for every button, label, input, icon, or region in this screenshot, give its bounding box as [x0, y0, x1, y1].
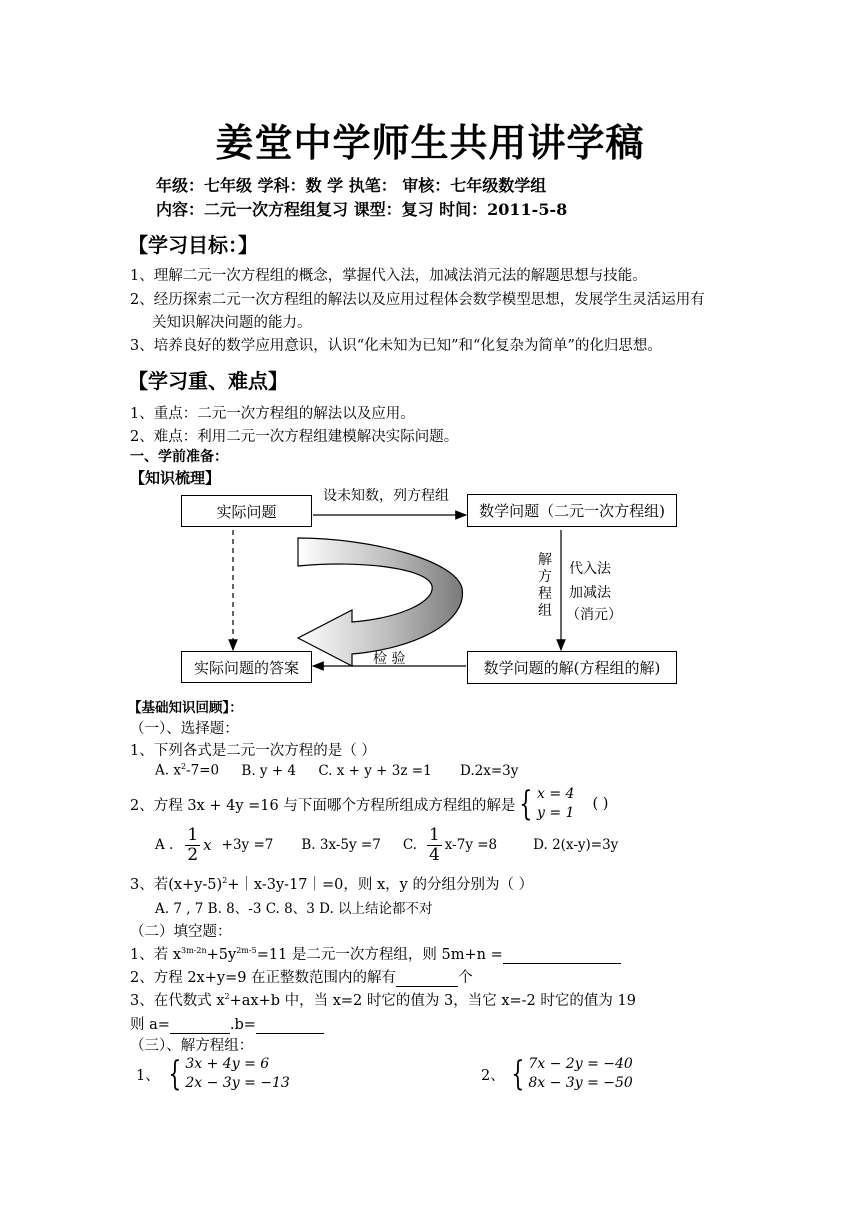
f3-rest: +ax+b 中，当 x=2 时它的值为 3，当它 x=-2 时它的值为 19: [229, 993, 636, 1009]
fill-3: [130, 989, 636, 1010]
q2-answer-paren: ( ): [592, 796, 609, 812]
system-2-eq-2: 8x − 3y = −50: [528, 1075, 633, 1091]
box-math-solution: 数学问题的解(方程组的解): [467, 651, 677, 684]
label-setup: 设未知数，列方程组: [323, 488, 449, 504]
question-2: [130, 785, 608, 823]
system-2-eq-1: 7x − 2y = −40: [528, 1056, 633, 1072]
f1-rest: =11 是二元一次方程组，则 5m+n =: [256, 947, 503, 963]
q3-text-rest: +｜x-3y-17｜=0，则 x，y 的分组分别为（ ）: [227, 877, 534, 893]
label-solve-char: 解: [538, 552, 552, 568]
part1-heading: （一）、选择题：: [130, 721, 239, 737]
system-1-eq-2: 2x − 3y = −13: [185, 1075, 290, 1091]
page-title: 姜堂中学师生共用讲学稿: [215, 120, 645, 165]
f3-a-label: 则 a=: [130, 1017, 170, 1033]
meta-line-1: 年级：七年级 学科：数 学 执笔： 审核：七年级数学组: [156, 176, 547, 195]
objective-item-1: 1、理解二元一次方程组的概念，掌握代入法，加减法消元法的解题思想与技能。: [130, 268, 647, 284]
question-3: [130, 873, 533, 894]
f1-answer-blank[interactable]: [503, 947, 621, 964]
label-solve-char: 方: [538, 569, 552, 585]
fraction-numerator: 1: [428, 825, 440, 845]
brace-icon: {: [168, 1054, 182, 1094]
q3-text-pre: 3、若(x+y-5): [130, 877, 223, 893]
review-heading: 【基础知识回顾】：: [128, 700, 243, 716]
label-elimination: 加减法: [569, 585, 611, 601]
q1-option-a: A. x: [155, 762, 181, 779]
q3-exp: 2: [222, 876, 228, 886]
f1-exp-2: 2m-5: [236, 946, 257, 956]
q2-option-a-var: x: [203, 836, 212, 855]
q2-option-c-fraction: [427, 826, 442, 864]
q2-option-a-label: A .: [155, 837, 174, 854]
keypoint-item-2: 2、难点：利用二元一次方程组建模解决实际问题。: [130, 429, 459, 445]
q2-option-c-label: C.: [402, 837, 417, 854]
keypoints-heading: 【学习重、难点】: [128, 369, 288, 393]
meta-line-2: 内容：二元一次方程组复习 课型：复习 时间：2011-5-8: [156, 200, 568, 219]
system-1: [136, 1055, 290, 1093]
f3-b-blank[interactable]: [256, 1017, 324, 1034]
f3-a-blank[interactable]: [170, 1017, 230, 1034]
f3-b-label: .b=: [229, 1017, 256, 1033]
q2-eq-1: x = 4: [536, 786, 575, 802]
q1-option-a-rest: -7=0: [186, 762, 220, 779]
f2-post: 个: [458, 970, 473, 986]
objectives-heading: 【学习目标：】: [128, 233, 258, 257]
q1-option-c: C. x + y + 3z =1: [318, 762, 432, 779]
objective-item-3: 3、培养良好的数学应用意识，认识“化未知为已知”和“化复杂为简单”的化归思想。: [130, 338, 662, 354]
objective-item-2-cont: 关知识解决问题的能力。: [152, 315, 312, 331]
q2-system: [537, 785, 574, 823]
f1-exp-1: 3m-2n: [181, 946, 207, 956]
curved-arrow: [298, 538, 463, 666]
keypoint-item-1: 1、重点：二元一次方程组的解法以及应用。: [130, 406, 415, 422]
knowledge-heading: 【知识梳理】: [130, 469, 221, 487]
q1-option-d: D.2x=3y: [459, 762, 519, 779]
system-1-equations: [185, 1055, 289, 1093]
objective-item-2: 2、经历探索二元一次方程组的解法以及应用过程体会数学模型思想，发展学生灵活运用有: [130, 292, 705, 308]
label-solve-vertical: [538, 552, 552, 620]
question-2-text: 2、方程 3x + 4y =16 与下面哪个方程所组成方程组的解是: [130, 797, 516, 814]
question-1: 1、下列各式是二元一次方程的是（ ）: [130, 743, 376, 759]
f3-pre: 3、在代数式 x: [130, 993, 225, 1009]
fill-1: [130, 943, 621, 964]
part3-heading: （三）、解方程组：: [130, 1038, 254, 1054]
q2-eq-2: y = 1: [536, 805, 575, 821]
label-check: 检 验: [373, 651, 406, 667]
f1-pre: 1、若 x: [130, 947, 182, 963]
q1-option-b: B. y + 4: [241, 762, 297, 779]
fraction-denominator: 2: [187, 844, 199, 865]
system-2-equations: [528, 1055, 632, 1093]
q2-option-a-fraction: [185, 826, 200, 864]
part2-heading: （二）填空题：: [130, 924, 232, 940]
label-substitution: 代入法: [569, 561, 611, 577]
brace-icon: {: [511, 1054, 525, 1094]
label-solve-char: 程: [538, 586, 552, 602]
box-math-problem: 数学问题（二元一次方程组): [467, 494, 677, 527]
box-real-answer: 实际问题的答案: [181, 651, 312, 683]
fraction-denominator: 4: [428, 844, 440, 865]
label-eliminate-unknown: （消元）: [566, 607, 622, 623]
system-2: [481, 1055, 633, 1093]
system-2-label: 2、: [481, 1067, 505, 1084]
system-1-eq-1: 3x + 4y = 6: [185, 1056, 270, 1072]
f1-mid: +5y: [206, 947, 237, 963]
q2-option-c-rest: x-7y =8: [444, 837, 498, 854]
prep-heading: 一、学前准备：: [130, 449, 228, 465]
question-2-options: [155, 826, 618, 864]
question-3-options: A. 7 , 7 B. 8、-3 C. 8、3 D. 以上结论都不对: [155, 901, 433, 917]
q2-option-a-rest: +3y =7: [221, 837, 274, 854]
label-solve-char: 组: [538, 603, 552, 619]
question-1-options: [155, 762, 518, 779]
box-real-problem: 实际问题: [181, 495, 312, 527]
system-1-label: 1、: [136, 1067, 160, 1084]
brace-icon: {: [519, 784, 533, 824]
f3-exp: 2: [224, 992, 230, 1002]
f2-pre: 2、方程 2x+y=9 在正整数范围内的解有: [130, 970, 397, 986]
f2-answer-blank[interactable]: [396, 970, 458, 987]
q2-option-d: D. 2(x-y)=3y: [533, 837, 619, 854]
q1-option-a-exp: 2: [180, 762, 187, 771]
fill-3-line-2: [130, 1013, 324, 1034]
fraction-numerator: 1: [187, 825, 199, 845]
fill-2: [130, 966, 473, 987]
q2-option-b: B. 3x-5y =7: [301, 837, 381, 854]
